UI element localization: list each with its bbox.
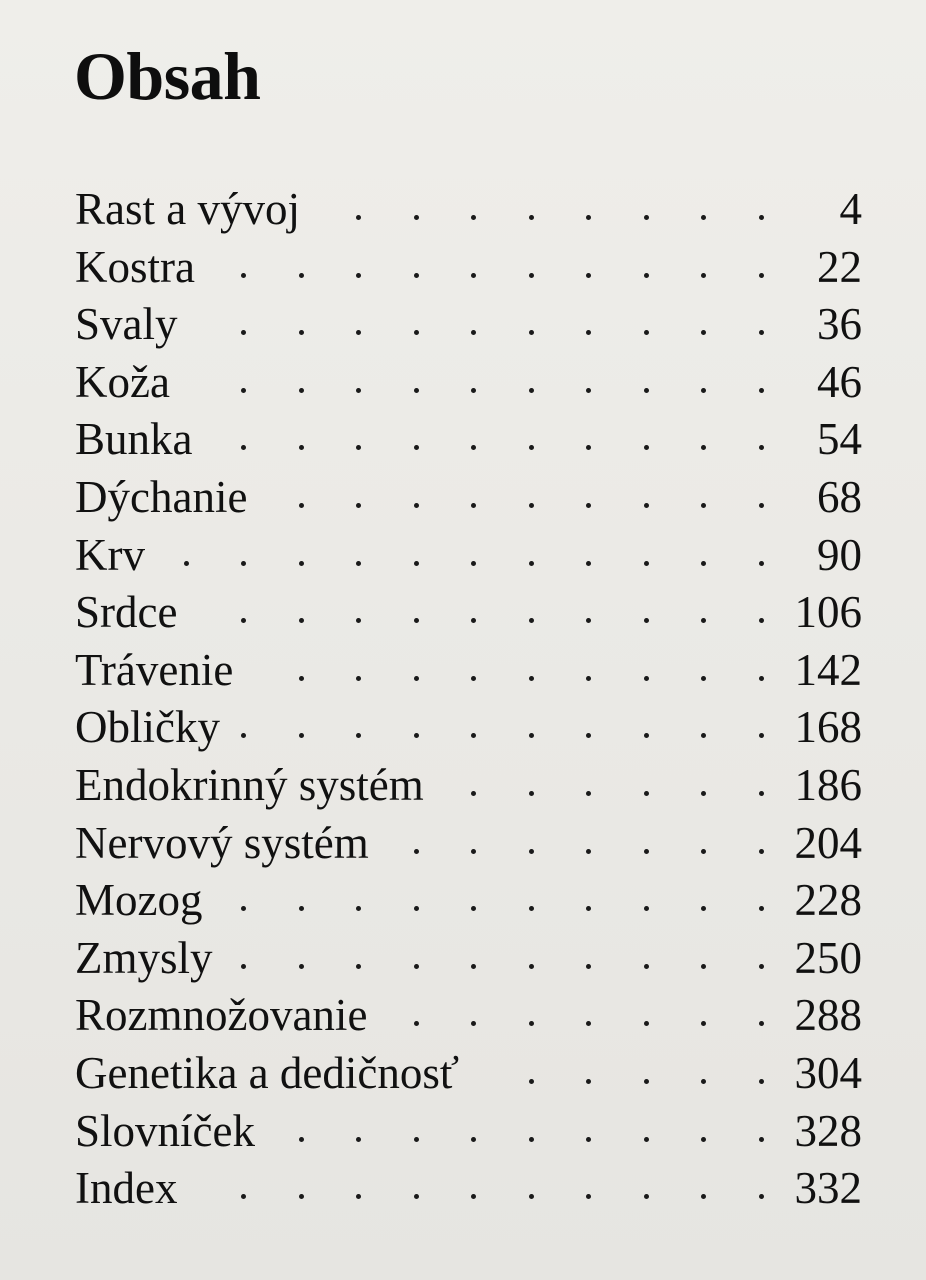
leader-dot	[586, 330, 591, 335]
leader-dot	[644, 1194, 649, 1199]
toc-entry-title: Rast a vývoj	[75, 184, 300, 234]
leader-dot	[644, 388, 649, 393]
leader-dot	[529, 906, 534, 911]
leader-dot	[644, 561, 649, 566]
toc-entry	[0, 930, 926, 988]
leader-dot	[644, 503, 649, 508]
leader-dot	[299, 388, 304, 393]
leader-dot	[471, 1021, 476, 1026]
toc-entry	[0, 469, 926, 527]
leader-dot	[759, 388, 764, 393]
leader-dot	[356, 388, 361, 393]
leader-dot	[586, 906, 591, 911]
toc-entry-page-number: 186	[794, 759, 862, 810]
leader-dot	[586, 215, 591, 220]
toc-entry-title: Obličky	[75, 702, 220, 753]
leader-dot	[471, 561, 476, 566]
leader-dot	[701, 1079, 706, 1084]
toc-entry	[0, 1045, 926, 1103]
leader-dot	[644, 964, 649, 969]
leader-dot	[529, 445, 534, 450]
leader-dot	[471, 849, 476, 854]
leader-dot	[299, 676, 304, 681]
leader-dot	[586, 1137, 591, 1142]
leader-dot	[759, 273, 764, 278]
leader-dot	[356, 906, 361, 911]
leader-dot	[299, 561, 304, 566]
leader-dot	[586, 733, 591, 738]
toc-entry-page-number: 332	[794, 1163, 862, 1214]
leader-dot	[471, 1137, 476, 1142]
leader-dot	[701, 964, 706, 969]
leader-dot	[184, 561, 189, 566]
leader-dot	[586, 445, 591, 450]
leader-dot	[299, 273, 304, 278]
leader-dot	[759, 618, 764, 623]
leader-dot	[701, 906, 706, 911]
leader-dot	[644, 1021, 649, 1026]
leader-dot	[586, 503, 591, 508]
toc-entry-page-number: 22	[817, 241, 862, 292]
toc-entry	[0, 354, 926, 412]
leader-dot	[701, 733, 706, 738]
leader-dot	[586, 791, 591, 796]
toc-entry-page-number: 328	[794, 1105, 862, 1156]
leader-dot	[241, 964, 246, 969]
leader-dot	[701, 215, 706, 220]
leader-dot	[299, 1137, 304, 1142]
toc-entry	[0, 411, 926, 469]
leader-dot	[644, 791, 649, 796]
leader-dot	[759, 503, 764, 508]
page-title: Obsah	[74, 38, 261, 114]
toc-entry-page-number: 36	[817, 299, 862, 350]
toc-entry	[0, 872, 926, 930]
toc-entry-title: Kostra	[75, 241, 195, 292]
toc-entry-title: Koža	[75, 356, 170, 407]
leader-dot	[586, 849, 591, 854]
leader-dot	[644, 1137, 649, 1142]
leader-dot	[529, 849, 534, 854]
leader-dot	[759, 330, 764, 335]
leader-dot	[759, 676, 764, 681]
toc-entry-title: Genetika a dedičnosť	[75, 1047, 460, 1098]
leader-dot	[701, 791, 706, 796]
leader-dot	[471, 445, 476, 450]
toc-entry-page-number: 304	[794, 1047, 862, 1098]
toc-entry-title: Krv	[75, 529, 145, 580]
leader-dot	[356, 1194, 361, 1199]
leader-dot	[414, 1021, 419, 1026]
table-of-contents	[0, 181, 926, 1218]
leader-dot	[644, 330, 649, 335]
leader-dot	[529, 964, 534, 969]
leader-dot	[701, 330, 706, 335]
leader-dot	[529, 503, 534, 508]
leader-dot	[529, 1194, 534, 1199]
leader-dot	[759, 1137, 764, 1142]
toc-entry-page-number: 68	[817, 471, 862, 522]
leader-dot	[356, 618, 361, 623]
toc-entry	[0, 1160, 926, 1218]
leader-dot	[644, 1079, 649, 1084]
leader-dot	[471, 215, 476, 220]
leader-dot	[586, 618, 591, 623]
leader-dot	[644, 733, 649, 738]
toc-entry-page-number: 106	[794, 587, 862, 638]
leader-dot	[299, 1194, 304, 1199]
leader-dot	[241, 561, 246, 566]
leader-dot	[356, 733, 361, 738]
leader-dot	[701, 561, 706, 566]
leader-dot	[529, 561, 534, 566]
leader-dot	[414, 503, 419, 508]
toc-entry-title: Slovníček	[75, 1105, 255, 1156]
leader-dot	[471, 964, 476, 969]
leader-dot	[356, 1137, 361, 1142]
leader-dot	[241, 273, 246, 278]
leader-dot	[299, 618, 304, 623]
leader-dot	[241, 906, 246, 911]
leader-dot	[414, 330, 419, 335]
leader-dot	[529, 1021, 534, 1026]
leader-dot	[701, 388, 706, 393]
toc-entry-title: Endokrinný systém	[75, 759, 424, 810]
leader-dot	[356, 215, 361, 220]
leader-dot	[586, 1194, 591, 1199]
leader-dot	[241, 1194, 246, 1199]
leader-dot	[759, 215, 764, 220]
toc-entry-page-number: 142	[794, 644, 862, 695]
leader-dot	[241, 388, 246, 393]
leader-dot	[529, 273, 534, 278]
leader-dot	[471, 618, 476, 623]
leader-dot	[241, 733, 246, 738]
toc-entry-page-number: 54	[817, 414, 862, 465]
leader-dot	[299, 906, 304, 911]
toc-entry-title: Index	[75, 1163, 178, 1214]
toc-entry-page-number: 250	[794, 932, 862, 983]
toc-entry-title: Zmysly	[75, 932, 213, 983]
leader-dot	[759, 733, 764, 738]
toc-entry-page-number: 168	[794, 702, 862, 753]
leader-dot	[586, 1021, 591, 1026]
leader-dot	[414, 906, 419, 911]
toc-entry-title: Trávenie	[75, 644, 234, 695]
leader-dot	[586, 273, 591, 278]
leader-dot	[701, 1194, 706, 1199]
toc-entry-title: Bunka	[75, 414, 193, 465]
toc-entry-title: Dýchanie	[75, 471, 248, 522]
leader-dot	[414, 1194, 419, 1199]
leader-dot	[586, 561, 591, 566]
toc-entry	[0, 699, 926, 757]
leader-dot	[241, 330, 246, 335]
leader-dot	[759, 1079, 764, 1084]
leader-dot	[759, 906, 764, 911]
toc-entry	[0, 296, 926, 354]
leader-dot	[644, 849, 649, 854]
leader-dot	[356, 273, 361, 278]
toc-entry-page-number: 204	[794, 817, 862, 868]
leader-dot	[414, 388, 419, 393]
toc-entry	[0, 642, 926, 700]
leader-dot	[471, 733, 476, 738]
leader-dot	[241, 618, 246, 623]
leader-dot	[471, 503, 476, 508]
toc-entry	[0, 1103, 926, 1161]
leader-dot	[529, 1137, 534, 1142]
leader-dot	[529, 676, 534, 681]
leader-dot	[759, 849, 764, 854]
leader-dot	[356, 330, 361, 335]
leader-dot	[701, 618, 706, 623]
leader-dot	[644, 273, 649, 278]
leader-dot	[414, 1137, 419, 1142]
toc-entry-title: Srdce	[75, 587, 178, 638]
leader-dot	[356, 964, 361, 969]
toc-entry	[0, 527, 926, 585]
leader-dot	[529, 733, 534, 738]
leader-dot	[701, 1137, 706, 1142]
leader-dot	[529, 215, 534, 220]
leader-dot	[529, 791, 534, 796]
toc-entry	[0, 239, 926, 297]
leader-dot	[759, 964, 764, 969]
leader-dot	[414, 849, 419, 854]
leader-dot	[414, 733, 419, 738]
leader-dot	[414, 445, 419, 450]
leader-dot	[586, 1079, 591, 1084]
leader-dot	[759, 1021, 764, 1026]
leader-dot	[299, 733, 304, 738]
toc-entry	[0, 815, 926, 873]
leader-dot	[701, 676, 706, 681]
leader-dot	[586, 676, 591, 681]
leader-dot	[299, 445, 304, 450]
leader-dot	[356, 503, 361, 508]
leader-dot	[586, 964, 591, 969]
toc-entry-title: Svaly	[75, 299, 178, 350]
leader-dot	[701, 503, 706, 508]
leader-dot	[471, 1194, 476, 1199]
toc-entry-page-number: 46	[817, 356, 862, 407]
leader-dot	[759, 445, 764, 450]
leader-dot	[529, 1079, 534, 1084]
leader-dot	[471, 330, 476, 335]
toc-entry-page-number: 288	[794, 990, 862, 1041]
leader-dot	[586, 388, 591, 393]
toc-entry	[0, 987, 926, 1045]
leader-dot	[529, 618, 534, 623]
leader-dot	[644, 906, 649, 911]
leader-dot	[471, 906, 476, 911]
leader-dot	[644, 445, 649, 450]
leader-dot	[759, 1194, 764, 1199]
leader-dot	[701, 273, 706, 278]
leader-dot	[356, 676, 361, 681]
leader-dot	[299, 330, 304, 335]
toc-entry-title: Rozmnožovanie	[75, 990, 368, 1041]
leader-dot	[356, 445, 361, 450]
leader-dot	[299, 964, 304, 969]
leader-dot	[414, 964, 419, 969]
leader-dot	[759, 561, 764, 566]
toc-entry	[0, 584, 926, 642]
leader-dot	[414, 676, 419, 681]
leader-dot	[414, 561, 419, 566]
toc-entry	[0, 757, 926, 815]
leader-dot	[356, 561, 361, 566]
leader-dot	[701, 849, 706, 854]
leader-dot	[701, 1021, 706, 1026]
leader-dot	[529, 388, 534, 393]
leader-dot	[471, 388, 476, 393]
leader-dot	[471, 273, 476, 278]
toc-entry-page-number: 4	[839, 184, 862, 234]
leader-dot	[299, 503, 304, 508]
leader-dot	[644, 676, 649, 681]
toc-entry-title: Mozog	[75, 875, 203, 926]
toc-entry-page-number: 90	[817, 529, 862, 580]
leader-dot	[241, 445, 246, 450]
leader-dot	[644, 215, 649, 220]
leader-dot	[529, 330, 534, 335]
leader-dot	[414, 273, 419, 278]
leader-dot	[471, 791, 476, 796]
leader-dot	[471, 676, 476, 681]
toc-entry-page-number: 228	[794, 875, 862, 926]
leader-dot	[759, 791, 764, 796]
leader-dot	[644, 618, 649, 623]
leader-dot	[701, 445, 706, 450]
leader-dot	[414, 215, 419, 220]
leader-dot	[414, 618, 419, 623]
toc-entry	[0, 181, 926, 239]
toc-entry-title: Nervový systém	[75, 817, 369, 868]
